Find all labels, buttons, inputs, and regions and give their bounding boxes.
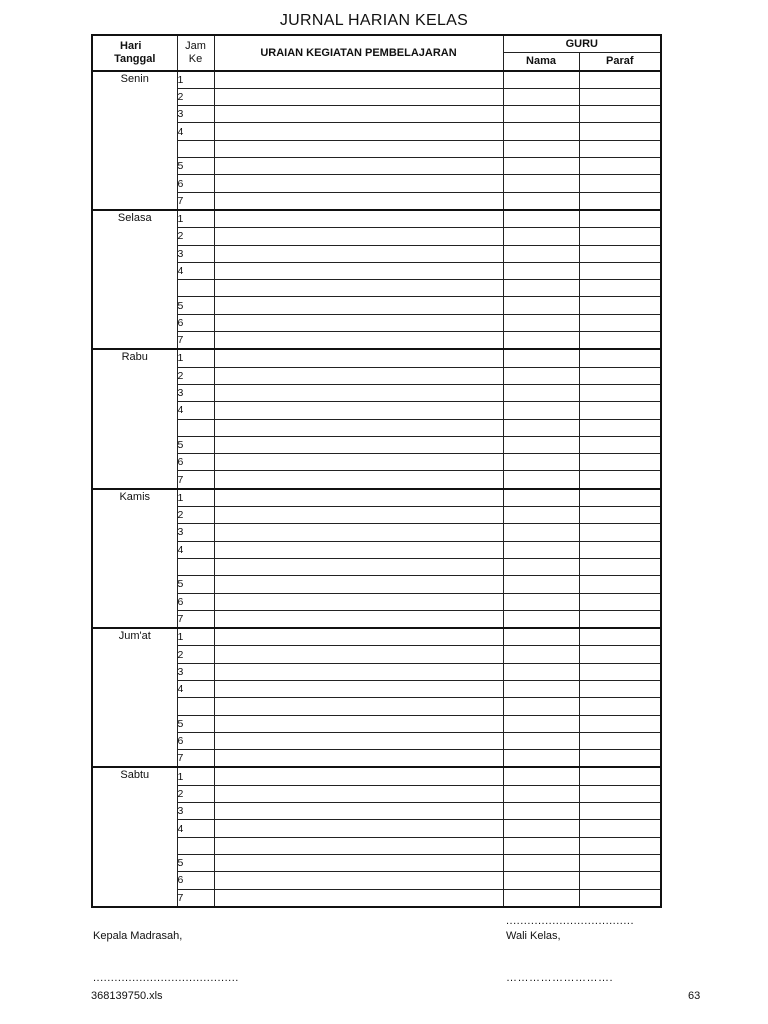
uraian-cell[interactable] [214, 262, 503, 279]
uraian-cell[interactable] [214, 123, 503, 140]
table-row [92, 140, 661, 157]
guru-paraf-cell[interactable] [579, 314, 661, 331]
page-number: 63 [688, 990, 701, 1002]
guru-nama-cell[interactable] [503, 680, 579, 697]
guru-paraf-cell[interactable] [579, 558, 661, 575]
guru-nama-cell[interactable] [503, 489, 579, 507]
guru-paraf-cell[interactable] [579, 123, 661, 140]
uraian-cell[interactable] [214, 140, 503, 157]
jam-cell: 2 [177, 646, 214, 663]
uraian-cell[interactable] [214, 332, 503, 350]
header-tanggal: Tanggal [114, 52, 156, 65]
uraian-cell[interactable] [214, 854, 503, 871]
table-row [92, 854, 661, 871]
jam-cell: 7 [177, 750, 214, 768]
guru-nama-cell[interactable] [503, 71, 579, 89]
table-row [92, 750, 661, 768]
uraian-cell[interactable] [214, 314, 503, 331]
uraian-cell[interactable] [214, 558, 503, 575]
guru-paraf-cell[interactable] [579, 419, 661, 436]
guru-nama-cell[interactable] [503, 436, 579, 453]
jam-cell: 4 [177, 402, 214, 419]
jam-cell: 1 [177, 628, 214, 646]
jam-cell [177, 558, 214, 575]
uraian-cell[interactable] [214, 419, 503, 436]
jam-cell: 6 [177, 872, 214, 889]
table-row [92, 610, 661, 628]
uraian-cell[interactable] [214, 663, 503, 680]
uraian-cell[interactable] [214, 837, 503, 854]
guru-nama-cell[interactable] [503, 471, 579, 489]
guru-nama-cell[interactable] [503, 593, 579, 610]
day-cell: Jum'at [92, 628, 177, 767]
jam-cell: 5 [177, 297, 214, 314]
guru-nama-cell[interactable] [503, 576, 579, 593]
guru-paraf-cell[interactable] [579, 106, 661, 123]
table-row [92, 367, 661, 384]
guru-paraf-cell[interactable] [579, 228, 661, 245]
header-jam: Jam [185, 39, 206, 52]
header-jam-ke [177, 35, 214, 71]
jam-cell: 6 [177, 175, 214, 192]
guru-paraf-cell[interactable] [579, 158, 661, 175]
guru-nama-cell[interactable] [503, 837, 579, 854]
header-paraf: Paraf [579, 53, 661, 71]
jam-cell: 6 [177, 732, 214, 749]
uraian-cell[interactable] [214, 820, 503, 837]
guru-nama-cell[interactable] [503, 210, 579, 228]
jam-cell: 4 [177, 820, 214, 837]
guru-paraf-cell[interactable] [579, 471, 661, 489]
guru-paraf-cell[interactable] [579, 489, 661, 507]
guru-paraf-cell[interactable] [579, 245, 661, 262]
guru-nama-cell[interactable] [503, 803, 579, 820]
table-row [92, 471, 661, 489]
table-row [92, 106, 661, 123]
table-row [92, 680, 661, 697]
guru-paraf-cell[interactable] [579, 680, 661, 697]
table-row [92, 245, 661, 262]
guru-nama-cell[interactable] [503, 507, 579, 524]
jam-cell: 1 [177, 489, 214, 507]
guru-paraf-cell[interactable] [579, 262, 661, 279]
guru-paraf-cell[interactable] [579, 297, 661, 314]
guru-nama-cell[interactable] [503, 123, 579, 140]
guru-nama-cell[interactable] [503, 541, 579, 558]
uraian-cell[interactable] [214, 88, 503, 105]
jam-cell: 7 [177, 332, 214, 350]
guru-paraf-cell[interactable] [579, 889, 661, 907]
jam-cell: 4 [177, 680, 214, 697]
day-cell: Rabu [92, 349, 177, 488]
guru-nama-cell[interactable] [503, 158, 579, 175]
table-row [92, 436, 661, 453]
guru-paraf-cell[interactable] [579, 384, 661, 401]
guru-nama-cell[interactable] [503, 349, 579, 367]
table-row [92, 889, 661, 907]
guru-nama-cell[interactable] [503, 88, 579, 105]
jam-cell: 2 [177, 367, 214, 384]
guru-paraf-cell[interactable] [579, 698, 661, 715]
jam-cell [177, 419, 214, 436]
jam-cell: 5 [177, 854, 214, 871]
guru-paraf-cell[interactable] [579, 436, 661, 453]
guru-paraf-cell[interactable] [579, 646, 661, 663]
jam-cell: 7 [177, 610, 214, 628]
guru-nama-cell[interactable] [503, 698, 579, 715]
guru-nama-cell[interactable] [503, 245, 579, 262]
wali-date-line: .................................... [506, 915, 635, 927]
header-ke: Ke [188, 52, 203, 65]
jam-cell [177, 140, 214, 157]
jam-cell: 5 [177, 436, 214, 453]
uraian-cell[interactable] [214, 454, 503, 471]
uraian-cell[interactable] [214, 628, 503, 646]
table-row [92, 732, 661, 749]
guru-paraf-cell[interactable] [579, 732, 661, 749]
table-row [92, 524, 661, 541]
uraian-cell[interactable] [214, 175, 503, 192]
table-row [92, 803, 661, 820]
guru-paraf-cell[interactable] [579, 610, 661, 628]
table-row [92, 872, 661, 889]
jam-cell: 1 [177, 349, 214, 367]
table-row [92, 192, 661, 210]
uraian-cell[interactable] [214, 698, 503, 715]
uraian-cell[interactable] [214, 507, 503, 524]
guru-nama-cell[interactable] [503, 314, 579, 331]
table-row [92, 576, 661, 593]
table-row [92, 820, 661, 837]
table-row [92, 175, 661, 192]
guru-nama-cell[interactable] [503, 715, 579, 732]
guru-nama-cell[interactable] [503, 663, 579, 680]
uraian-cell[interactable] [214, 489, 503, 507]
jam-cell: 6 [177, 454, 214, 471]
guru-paraf-cell[interactable] [579, 88, 661, 105]
guru-paraf-cell[interactable] [579, 820, 661, 837]
table-row [92, 628, 661, 646]
uraian-cell[interactable] [214, 524, 503, 541]
guru-paraf-cell[interactable] [579, 454, 661, 471]
table-row [92, 507, 661, 524]
jam-cell: 2 [177, 88, 214, 105]
guru-paraf-cell[interactable] [579, 872, 661, 889]
day-cell: Selasa [92, 210, 177, 349]
guru-nama-cell[interactable] [503, 628, 579, 646]
guru-paraf-cell[interactable] [579, 576, 661, 593]
uraian-cell[interactable] [214, 384, 503, 401]
journal-table [91, 34, 662, 908]
table-row [92, 280, 661, 297]
jam-cell: 1 [177, 767, 214, 785]
uraian-cell[interactable] [214, 245, 503, 262]
uraian-cell[interactable] [214, 785, 503, 802]
table-row [92, 837, 661, 854]
table-row [92, 715, 661, 732]
uraian-cell[interactable] [214, 732, 503, 749]
guru-nama-cell[interactable] [503, 524, 579, 541]
uraian-cell[interactable] [214, 680, 503, 697]
header-hari: Hari [120, 39, 142, 52]
jam-cell: 1 [177, 71, 214, 89]
uraian-cell[interactable] [214, 576, 503, 593]
uraian-cell[interactable] [214, 280, 503, 297]
guru-nama-cell[interactable] [503, 732, 579, 749]
wali-signature-line: ………………………. [506, 972, 614, 984]
jam-cell: 2 [177, 228, 214, 245]
header-hari-tanggal [92, 35, 177, 71]
day-cell: Kamis [92, 489, 177, 628]
uraian-cell[interactable] [214, 436, 503, 453]
uraian-cell[interactable] [214, 158, 503, 175]
table-row [92, 785, 661, 802]
guru-nama-cell[interactable] [503, 262, 579, 279]
table-row [92, 297, 661, 314]
guru-nama-cell[interactable] [503, 140, 579, 157]
guru-nama-cell[interactable] [503, 402, 579, 419]
table-row [92, 541, 661, 558]
jam-cell: 1 [177, 210, 214, 228]
kepala-madrasah-label: Kepala Madrasah, [93, 930, 183, 942]
uraian-cell[interactable] [214, 750, 503, 768]
guru-paraf-cell[interactable] [579, 71, 661, 89]
guru-nama-cell[interactable] [503, 384, 579, 401]
guru-paraf-cell[interactable] [579, 541, 661, 558]
guru-paraf-cell[interactable] [579, 210, 661, 228]
guru-paraf-cell[interactable] [579, 803, 661, 820]
guru-nama-cell[interactable] [503, 750, 579, 768]
uraian-cell[interactable] [214, 71, 503, 89]
guru-paraf-cell[interactable] [579, 785, 661, 802]
table-row [92, 158, 661, 175]
guru-nama-cell[interactable] [503, 419, 579, 436]
jam-cell: 4 [177, 123, 214, 140]
jam-cell: 4 [177, 541, 214, 558]
guru-paraf-cell[interactable] [579, 192, 661, 210]
jam-cell: 7 [177, 471, 214, 489]
uraian-cell[interactable] [214, 349, 503, 367]
table-row [92, 349, 661, 367]
guru-nama-cell[interactable] [503, 767, 579, 785]
table-row [92, 210, 661, 228]
guru-nama-cell[interactable] [503, 558, 579, 575]
guru-nama-cell[interactable] [503, 872, 579, 889]
kepala-signature-line: ......................................... [93, 972, 239, 984]
guru-paraf-cell[interactable] [579, 280, 661, 297]
table-row [92, 384, 661, 401]
header-nama: Nama [503, 53, 579, 71]
table-row [92, 71, 661, 89]
guru-paraf-cell[interactable] [579, 175, 661, 192]
jam-cell: 5 [177, 715, 214, 732]
guru-nama-cell[interactable] [503, 192, 579, 210]
jam-cell: 3 [177, 663, 214, 680]
uraian-cell[interactable] [214, 803, 503, 820]
jam-cell: 3 [177, 524, 214, 541]
file-name: 368139750.xls [91, 990, 163, 1002]
guru-nama-cell[interactable] [503, 297, 579, 314]
day-cell: Sabtu [92, 767, 177, 906]
table-row [92, 123, 661, 140]
guru-nama-cell[interactable] [503, 228, 579, 245]
uraian-cell[interactable] [214, 367, 503, 384]
table-row [92, 314, 661, 331]
guru-paraf-cell[interactable] [579, 854, 661, 871]
jam-cell: 2 [177, 785, 214, 802]
guru-paraf-cell[interactable] [579, 507, 661, 524]
jam-cell [177, 837, 214, 854]
table-row [92, 489, 661, 507]
jam-cell: 7 [177, 192, 214, 210]
guru-paraf-cell[interactable] [579, 140, 661, 157]
table-row [92, 262, 661, 279]
jam-cell: 3 [177, 245, 214, 262]
guru-paraf-cell[interactable] [579, 715, 661, 732]
header-guru: GURU [503, 35, 661, 53]
guru-nama-cell[interactable] [503, 889, 579, 907]
guru-paraf-cell[interactable] [579, 402, 661, 419]
wali-kelas-label: Wali Kelas, [506, 930, 561, 942]
uraian-cell[interactable] [214, 192, 503, 210]
guru-nama-cell[interactable] [503, 106, 579, 123]
guru-nama-cell[interactable] [503, 454, 579, 471]
guru-paraf-cell[interactable] [579, 593, 661, 610]
table-row [92, 419, 661, 436]
guru-nama-cell[interactable] [503, 175, 579, 192]
jam-cell: 6 [177, 314, 214, 331]
jam-cell: 2 [177, 507, 214, 524]
guru-paraf-cell[interactable] [579, 332, 661, 350]
jam-cell: 6 [177, 593, 214, 610]
guru-paraf-cell[interactable] [579, 663, 661, 680]
uraian-cell[interactable] [214, 228, 503, 245]
guru-nama-cell[interactable] [503, 785, 579, 802]
table-row [92, 593, 661, 610]
uraian-cell[interactable] [214, 872, 503, 889]
table-row [92, 228, 661, 245]
guru-nama-cell[interactable] [503, 610, 579, 628]
table-row [92, 402, 661, 419]
guru-nama-cell[interactable] [503, 820, 579, 837]
guru-nama-cell[interactable] [503, 854, 579, 871]
table-row [92, 663, 661, 680]
table-row [92, 558, 661, 575]
jam-cell: 3 [177, 106, 214, 123]
header-uraian: URAIAN KEGIATAN PEMBELAJARAN [214, 35, 503, 71]
guru-paraf-cell[interactable] [579, 767, 661, 785]
guru-paraf-cell[interactable] [579, 750, 661, 768]
day-cell: Senin [92, 71, 177, 210]
uraian-cell[interactable] [214, 210, 503, 228]
guru-nama-cell[interactable] [503, 332, 579, 350]
uraian-cell[interactable] [214, 767, 503, 785]
guru-paraf-cell[interactable] [579, 524, 661, 541]
jam-cell [177, 698, 214, 715]
uraian-cell[interactable] [214, 106, 503, 123]
uraian-cell[interactable] [214, 471, 503, 489]
guru-paraf-cell[interactable] [579, 367, 661, 384]
jam-cell: 5 [177, 576, 214, 593]
uraian-cell[interactable] [214, 646, 503, 663]
uraian-cell[interactable] [214, 402, 503, 419]
table-row [92, 646, 661, 663]
uraian-cell[interactable] [214, 715, 503, 732]
jam-cell: 7 [177, 889, 214, 907]
jam-cell: 3 [177, 803, 214, 820]
uraian-cell[interactable] [214, 593, 503, 610]
table-row [92, 332, 661, 350]
guru-nama-cell[interactable] [503, 646, 579, 663]
uraian-cell[interactable] [214, 541, 503, 558]
guru-paraf-cell[interactable] [579, 349, 661, 367]
table-row [92, 88, 661, 105]
jam-cell: 5 [177, 158, 214, 175]
table-row [92, 767, 661, 785]
journal-body [92, 71, 661, 907]
table-row [92, 698, 661, 715]
jam-cell [177, 280, 214, 297]
uraian-cell[interactable] [214, 889, 503, 907]
uraian-cell[interactable] [214, 610, 503, 628]
guru-nama-cell[interactable] [503, 280, 579, 297]
table-row [92, 454, 661, 471]
jam-cell: 4 [177, 262, 214, 279]
guru-paraf-cell[interactable] [579, 628, 661, 646]
guru-nama-cell[interactable] [503, 367, 579, 384]
uraian-cell[interactable] [214, 297, 503, 314]
guru-paraf-cell[interactable] [579, 837, 661, 854]
jam-cell: 3 [177, 384, 214, 401]
page-title: JURNAL HARIAN KELAS [279, 12, 469, 29]
